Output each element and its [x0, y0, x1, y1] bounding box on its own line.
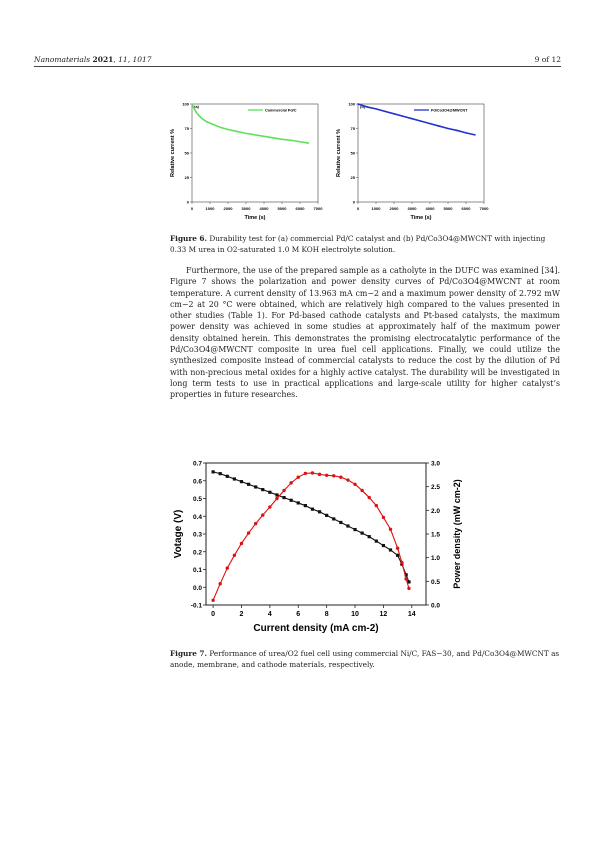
body-paragraph [170, 265, 560, 401]
y2-tick-label: 1.0 [431, 555, 441, 563]
data-point-voltage [353, 528, 356, 531]
y-tick-label: 100 [182, 101, 189, 107]
figure-6-durability-charts [168, 98, 498, 223]
y-tick-label: 0.6 [192, 478, 202, 486]
y-axis-label: Relative current % [170, 129, 176, 177]
y-tick-label: 0.1 [192, 567, 202, 574]
y-tick-label: 75 [184, 126, 189, 131]
data-point-voltage [304, 504, 307, 507]
x-tick-label: 8 [324, 611, 329, 618]
x-tick-label: 4000 [425, 206, 435, 211]
data-point [456, 130, 458, 132]
data-point-voltage [318, 510, 321, 513]
data-point-voltage [282, 496, 285, 499]
data-point [465, 132, 467, 134]
x-tick-label: 2 [239, 611, 244, 618]
y-tick-label: 0.7 [192, 460, 202, 468]
y-tick-label: 25 [350, 175, 355, 180]
x-tick-label: 0 [190, 206, 194, 211]
data-point-voltage [375, 540, 378, 543]
data-point-power-density [325, 474, 328, 477]
y-tick-label: 0 [352, 199, 355, 205]
header-rule [34, 66, 561, 67]
plot-frame [358, 104, 484, 202]
data-point-voltage [346, 524, 349, 527]
data-point-power-density [289, 481, 292, 484]
data-point-power-density [353, 483, 356, 486]
data-point [384, 111, 386, 113]
data-point-power-density [382, 516, 385, 519]
data-point-power-density [297, 476, 300, 479]
x-tick-label: 5000 [277, 206, 287, 211]
y2-tick-label: 0.0 [431, 602, 441, 610]
x-tick-label: 10 [351, 611, 359, 618]
data-point-voltage [261, 488, 264, 491]
data-point-voltage [325, 514, 328, 517]
plot-frame [206, 463, 426, 605]
x-tick-label: 12 [379, 611, 388, 618]
y-tick-label: 0.0 [192, 584, 202, 592]
running-header-journal: Nanomaterials 2021, 11, 1017 [34, 55, 152, 64]
data-point-voltage [332, 517, 335, 520]
data-point-power-density [254, 522, 257, 525]
y-tick-label: 75 [350, 126, 355, 131]
page-number: 9 of 12 [534, 55, 561, 64]
legend-label: Pd/Co3O4@MWCNT [431, 108, 468, 113]
x-tick-label: 7000 [479, 206, 489, 211]
y2-axis-label: Power density (mW cm-2) [452, 479, 462, 589]
y2-tick-label: 3.0 [431, 460, 441, 468]
data-point-voltage [396, 554, 399, 557]
data-point [357, 103, 359, 105]
data-point-power-density [360, 489, 363, 492]
x-tick-label: 3000 [407, 206, 417, 211]
data-point-power-density [218, 582, 221, 585]
x-tick-label: 1000 [371, 206, 381, 211]
y-tick-label: -0.1 [190, 602, 202, 610]
data-point-voltage [247, 483, 250, 486]
data-point-power-density [368, 496, 371, 499]
paragraph-text: Furthermore, the use of the prepared sample as a catholyte in the DUFC was examined [34]. Figure 7 shows the polarization and power density curves of Pd/Co3O4@MWCNT at room temperature. A current density of 13.963 mA cm−2 and a maximum power density of 2.792 mW cm−2 at 20 °C were obtained, which are relatively high compared to the values presented in other studies (Table 1). For Pd-based cathode catalysts and Pt-based catalysts, the maximum power density was achieved in some studies at approximately half of the maximum power density obtained herein. This demonstrates the promising electrocatalytic performance of the Pd/Co3O4@MWCNT composite in urea fuel cell applications. Finally, we could utilize the synthesized composite instead of commercial catalysts to reduce the cost by the dilution of Pd with non-precious metal oxides for a highly active catalyst. The durability will be investigated in long term tests to use in practical applications and large-scale utility for higher catalyst’s properties in future researches. [170, 266, 560, 400]
y2-tick-label: 0.5 [431, 578, 441, 586]
data-point-power-density [268, 505, 271, 508]
data-point-power-density [304, 472, 307, 475]
x-tick-label: 4000 [259, 206, 269, 211]
y-tick-label: 0.3 [192, 531, 202, 539]
data-point-voltage [311, 508, 314, 511]
data-point-voltage [382, 544, 385, 547]
data-point-power-density [375, 504, 378, 507]
x-tick-label: 0 [211, 611, 216, 618]
data-point-voltage [240, 480, 243, 483]
data-point-power-density [404, 577, 407, 580]
x-tick-label: 6000 [295, 206, 305, 211]
y-tick-label: 50 [184, 150, 189, 156]
data-point-voltage [275, 493, 278, 496]
data-point-voltage [368, 535, 371, 538]
data-point [420, 120, 422, 122]
y-tick-label: 25 [184, 175, 189, 180]
x-tick-label: 2000 [389, 206, 399, 211]
data-point-power-density [233, 554, 236, 557]
x-axis-label: Current density (mA cm-2) [253, 623, 379, 634]
y-tick-label: 50 [350, 150, 355, 156]
data-point [447, 128, 449, 130]
x-axis-label: Time (s) [244, 215, 266, 221]
data-point-voltage [339, 521, 342, 524]
data-point-power-density [407, 587, 410, 590]
y2-tick-label: 1.5 [431, 531, 441, 539]
data-point [474, 134, 476, 136]
y-tick-label: 0.2 [192, 549, 202, 557]
legend-label: Commercial Pd/C [265, 108, 297, 113]
x-tick-label: 3000 [241, 206, 251, 211]
y-tick-label: 0.5 [192, 496, 202, 503]
x-tick-label: 14 [407, 611, 416, 618]
data-point-voltage [290, 499, 293, 502]
data-point-voltage [254, 485, 257, 488]
data-point-power-density [240, 542, 243, 545]
y-tick-label: 0.4 [192, 513, 202, 521]
data-point [366, 106, 368, 108]
data-point [375, 108, 377, 110]
data-point-power-density [282, 489, 285, 492]
figure-7-fuel-cell-chart [168, 455, 468, 647]
x-tick-label: 0 [356, 206, 360, 211]
y2-tick-label: 2.0 [431, 507, 441, 515]
data-point-power-density [346, 478, 349, 481]
x-tick-label: 4 [267, 611, 272, 618]
data-point-power-density [275, 497, 278, 500]
data-point [438, 125, 440, 127]
x-tick-label: 6000 [461, 206, 471, 211]
x-tick-label: 7000 [313, 206, 323, 211]
figure-7-caption-text: Performance of urea/O2 fuel cell using commercial Ni/C, FAS−30, and Pd/Co3O4@MWCNT as anode, membrane, and cathode materials, respectively. [170, 649, 560, 669]
data-point-power-density [226, 566, 229, 569]
data-point-power-density [311, 471, 314, 474]
data-point-power-density [389, 528, 392, 531]
data-point-voltage [219, 472, 222, 475]
data-point-voltage [361, 532, 364, 535]
data-point [429, 123, 431, 125]
data-point-voltage [268, 491, 271, 494]
data-point-voltage [211, 470, 214, 473]
data-point-power-density [396, 547, 399, 550]
data-point-power-density [332, 474, 335, 477]
data-point [402, 115, 404, 117]
y-axis-label: Votage (V) [173, 509, 184, 559]
x-tick-label: 6 [296, 611, 301, 618]
data-point-power-density [339, 476, 342, 479]
data-point-power-density [211, 599, 214, 602]
x-tick-label: 2000 [223, 206, 233, 211]
data-point-voltage [233, 477, 236, 480]
y-tick-label: 0 [186, 199, 189, 205]
data-point-power-density [247, 531, 250, 534]
data-point-power-density [400, 561, 403, 564]
figure-6-caption-text: Durability test for (a) commercial Pd/C catalyst and (b) Pd/Co3O4@MWCNT with injecting 0.33 M urea in O2-saturated 1.0 M KOH electrolyte solution. [170, 234, 546, 254]
plot-frame [192, 104, 318, 202]
series-line-power-density [213, 473, 409, 600]
x-tick-label: 1000 [205, 206, 215, 211]
panel-label: (a) [194, 104, 199, 109]
series-line-voltage [213, 472, 409, 582]
data-point [411, 118, 413, 120]
y-axis-label: Relative current % [336, 129, 342, 177]
y2-tick-label: 2.5 [431, 484, 441, 492]
figure-6-caption: Figure 6. Durability test for (a) commercial Pd/C catalyst and (b) Pd/Co3O4@MWCNT with injecting 0.33 M urea in O2-saturated 1.0 M KOH electrolyte solution. [170, 234, 546, 254]
y-tick-label: 100 [348, 101, 355, 107]
x-tick-label: 5000 [443, 206, 453, 211]
panel-label: (b) [360, 104, 366, 109]
figure-7-caption: Figure 7. Performance of urea/O2 fuel cell using commercial Ni/C, FAS−30, and Pd/Co3O4@MWCNT as anode, membrane, and cathode materials, respectively. [170, 649, 560, 669]
data-point-power-density [261, 513, 264, 516]
data-point-voltage [297, 501, 300, 504]
data-point-voltage [389, 548, 392, 551]
data-point-power-density [318, 473, 321, 476]
x-axis-label: Time (s) [410, 215, 432, 221]
data-point-voltage [226, 475, 229, 478]
data-point [393, 113, 395, 115]
